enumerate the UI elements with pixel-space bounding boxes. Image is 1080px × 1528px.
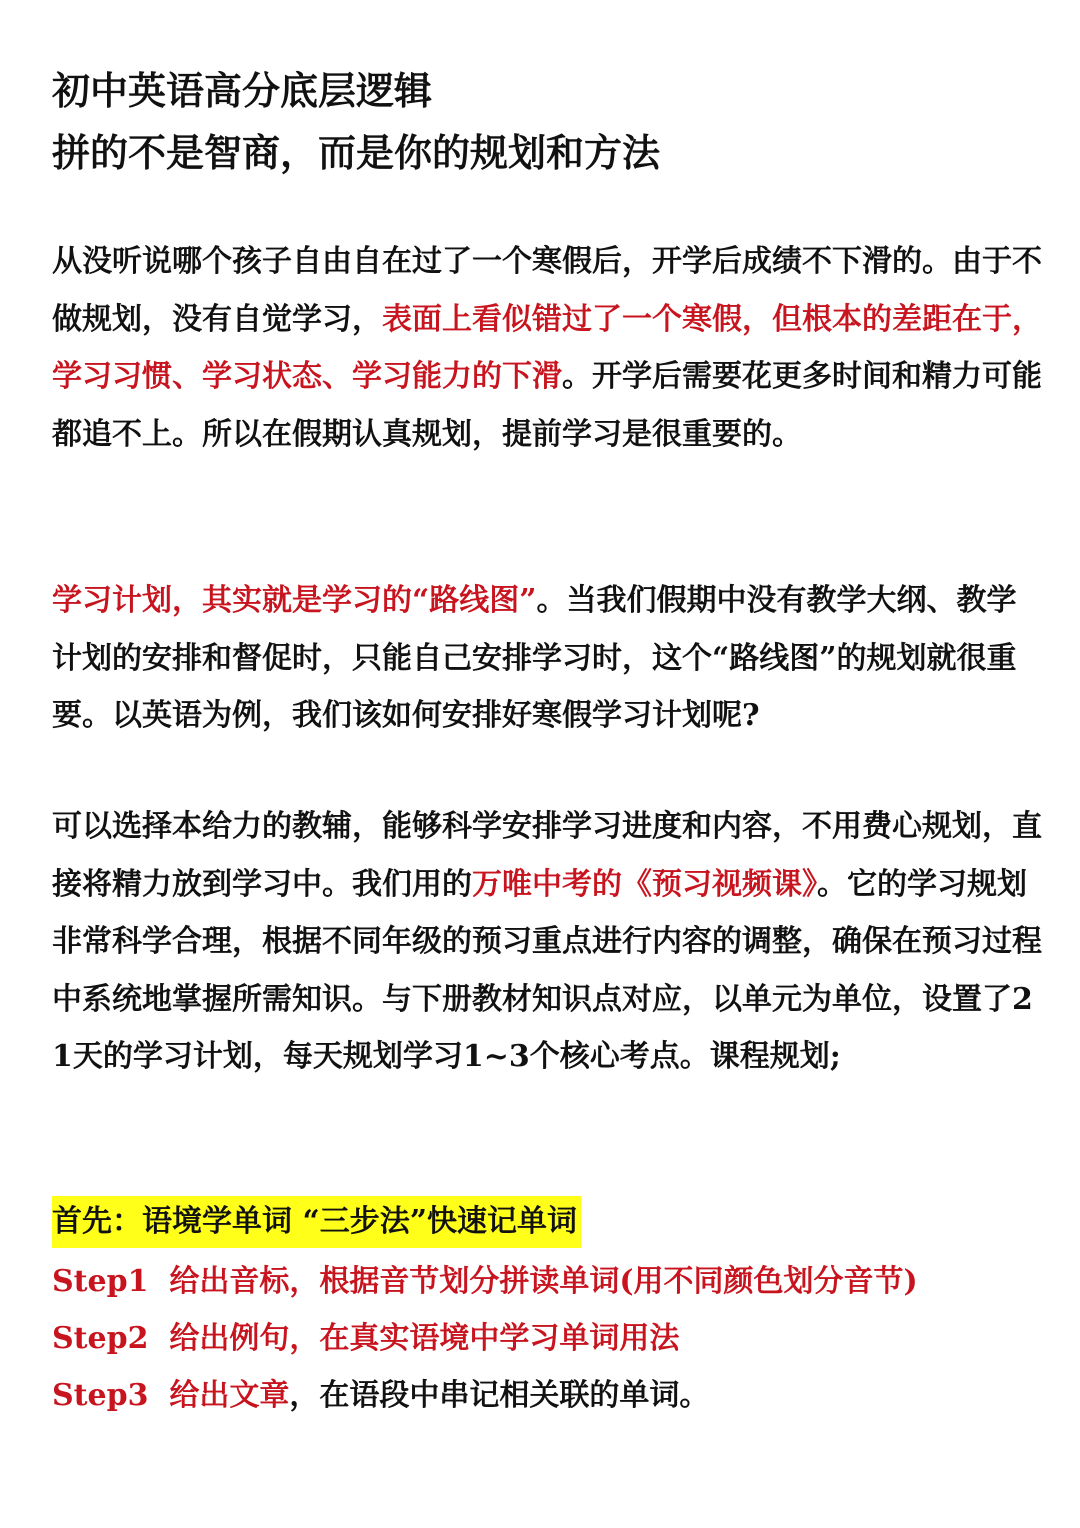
- step-text: 给出音标，根据音节划分拼读单词(用不同颜色划分音节): [169, 1264, 918, 1299]
- title-line-2: 拼的不是智商，而是你的规划和方法: [52, 130, 661, 175]
- step-text-rest: ，在语段中串记相关联的单词。: [289, 1378, 710, 1413]
- paragraph-3: [52, 798, 1042, 1086]
- step-label: Step3: [52, 1378, 149, 1413]
- paragraph-2-emphasis: 学习计划，其实就是学习的“路线图”: [52, 583, 537, 618]
- step-item: [52, 1367, 918, 1424]
- paragraph-2-text: 。当我们假期中没有教学大纲、教学计划的安排和督促时，只能自己安排学习时，这个“路线图”的规划就很重要。以英语为例，我们该如何安排好寒假学习计划呢?: [52, 583, 1017, 733]
- highlighted-heading: 首先：语境学单词 “三步法”快速记单词: [52, 1196, 581, 1248]
- paragraph-1-emphasis: 表面上看似错过了一个寒假，但根本的差距在于，学习习惯、学习状态、学习能力的下滑: [52, 301, 1042, 394]
- paragraph-1: [52, 233, 1042, 463]
- step-item: [52, 1310, 918, 1367]
- paragraph-1-text: 从没听说哪个孩子自由自在过了一个寒假后，开学后成绩不下滑的。由于不做规划，没有自觉学习，: [52, 244, 1042, 337]
- paragraph-3-text: 可以选择本给力的教辅，能够科学安排学习进度和内容，不用费心规划，直接将精力放到学习中。我们用的: [52, 809, 1042, 902]
- step-text: 给出例句，在真实语境中学习单词用法: [169, 1321, 680, 1356]
- step-text: 给出文章: [169, 1378, 290, 1413]
- title-line-1: 初中英语高分底层逻辑: [52, 68, 433, 113]
- steps-list: [52, 1253, 918, 1424]
- paragraph-1-text-2: 。开学后需要花更多时间和精力可能都追不上。所以在假期认真规划，提前学习是很重要的。: [52, 359, 1042, 452]
- paragraph-2: [52, 572, 1042, 745]
- paragraph-3-emphasis: 万唯中考的《预习视频课》: [472, 866, 817, 902]
- step-label: Step2: [52, 1321, 149, 1356]
- step-item: [52, 1253, 918, 1310]
- step-label: Step1: [52, 1264, 149, 1299]
- paragraph-3-text-2: 。它的学习规划非常科学合理，根据不同年级的预习重点进行内容的调整，确保在预习过程中系统地掌握所需知识。与下册教材知识点对应，以单元为单位，设置了21天的学习计划，每天规划学习1~3个核心考点。课程规划;: [52, 866, 1042, 1074]
